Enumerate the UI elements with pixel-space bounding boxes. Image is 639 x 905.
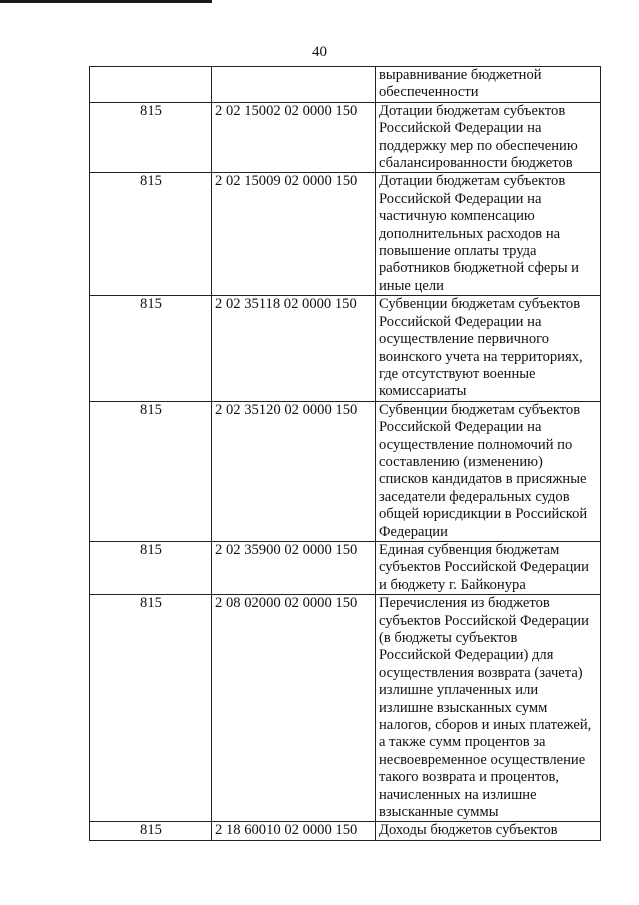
admin-code-cell: 815 <box>90 173 212 296</box>
revenue-name-cell: Дотации бюджетам субъектов Российской Федерации на частичную компенсацию дополнительных расходов на повышение оплаты труда работников бюджетной сферы и иные цели <box>376 173 601 296</box>
admin-code-cell: 815 <box>90 822 212 840</box>
budget-classification-code-cell: 2 02 15009 02 0000 150 <box>212 173 376 296</box>
budget-classification-code-cell: 2 02 35118 02 0000 150 <box>212 296 376 401</box>
revenue-name-cell: Дотации бюджетам субъектов Российской Федерации на поддержку мер по обеспечению сбалансированности бюджетов <box>376 102 601 173</box>
revenue-name-cell: Единая субвенция бюджетам субъектов Российской Федерации и бюджету г. Байконура <box>376 541 601 594</box>
admin-code-cell: 815 <box>90 401 212 541</box>
table-row <box>90 296 601 401</box>
admin-code-cell: 815 <box>90 595 212 822</box>
budget-revenue-table <box>89 66 601 841</box>
table-row <box>90 67 601 103</box>
table-row <box>90 173 601 296</box>
budget-classification-code-cell: 2 02 35900 02 0000 150 <box>212 541 376 594</box>
admin-code-cell <box>90 67 212 103</box>
page-number: 40 <box>312 44 327 60</box>
table-row <box>90 401 601 541</box>
table-row <box>90 541 601 594</box>
admin-code-cell: 815 <box>90 102 212 173</box>
revenue-name-cell: Перечисления из бюджетов субъектов Российской Федерации (в бюджеты субъектов Российской Федерации) для осуществления возврата (зачета) излишне уплаченных или излишне взысканных сумм налогов, сборов и иных платежей, а также сумм процентов за несвоевременное осуществление такого возврата и процентов, начисленных на излишне взысканные суммы <box>376 595 601 822</box>
budget-classification-code-cell: 2 18 60010 02 0000 150 <box>212 822 376 840</box>
revenue-name-cell: выравнивание бюджетной обеспеченности <box>376 67 601 103</box>
budget-classification-code-cell: 2 08 02000 02 0000 150 <box>212 595 376 822</box>
admin-code-cell: 815 <box>90 541 212 594</box>
revenue-name-cell: Субвенции бюджетам субъектов Российской Федерации на осуществление первичного воинского учета на территориях, где отсутствуют военные комиссариаты <box>376 296 601 401</box>
budget-classification-code-cell <box>212 67 376 103</box>
budget-classification-code-cell: 2 02 35120 02 0000 150 <box>212 401 376 541</box>
table-row <box>90 595 601 822</box>
revenue-name-cell: Субвенции бюджетам субъектов Российской Федерации на осуществление полномочий по составлению (изменению) списков кандидатов в присяжные заседатели федеральных судов общей юрисдикции в Российской Федерации <box>376 401 601 541</box>
scan-edge-mark <box>0 0 212 3</box>
revenue-name-cell: Доходы бюджетов субъектов <box>376 822 601 840</box>
table-row <box>90 822 601 840</box>
table-row <box>90 102 601 173</box>
budget-classification-code-cell: 2 02 15002 02 0000 150 <box>212 102 376 173</box>
admin-code-cell: 815 <box>90 296 212 401</box>
